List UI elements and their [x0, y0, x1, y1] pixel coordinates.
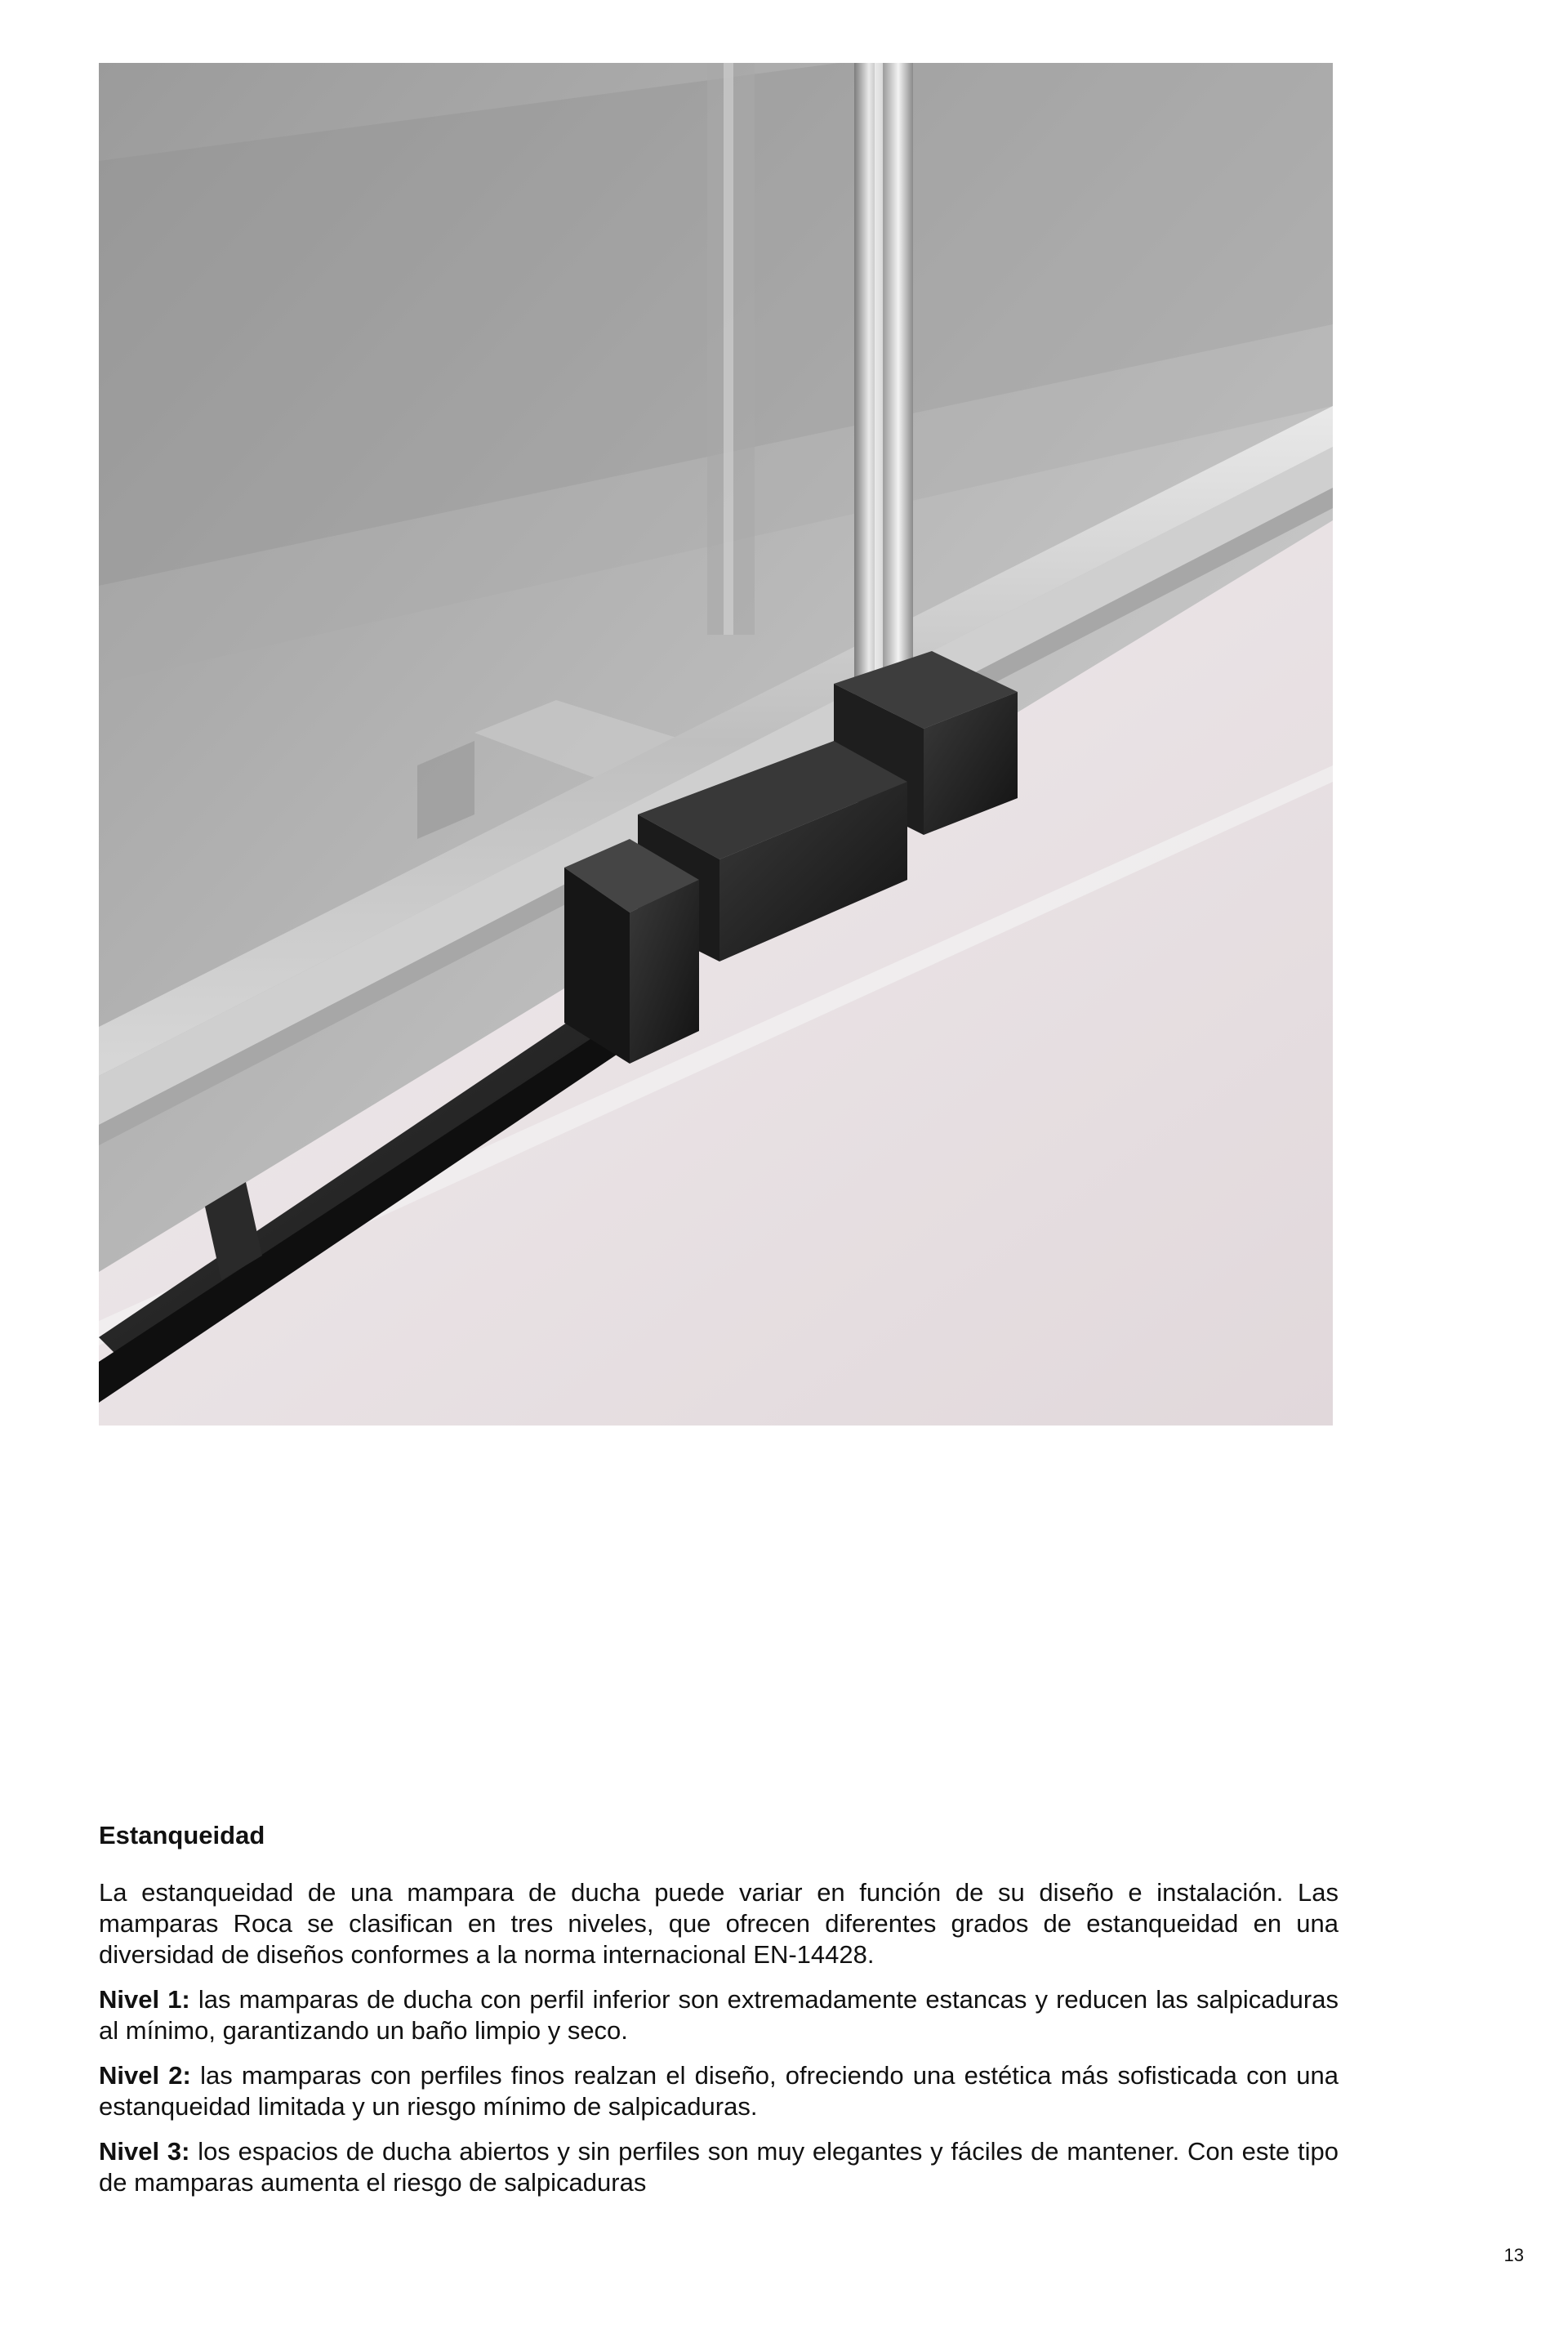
level-1-paragraph: [99, 1984, 1339, 2046]
intro-paragraph: La estanqueidad de una mampara de ducha puede variar en función de su diseño e instalación. Las mamparas Roca se clasifican en tres niveles, que ofrecen diferentes grados de estanqueidad en una diversidad de diseños conformes a la norma internacional EN-14428.: [99, 1878, 1339, 1969]
level-2-text: las mamparas con perfiles finos realzan el diseño, ofreciendo una estética más sofisticada con una estanqueidad limitada y un riesgo mínimo de salpicaduras.: [99, 2061, 1339, 2121]
level-3-label: Nivel 3:: [99, 2137, 190, 2166]
level-2-paragraph: [99, 2060, 1339, 2122]
level-3-paragraph: [99, 2136, 1339, 2198]
level-1-label: Nivel 1:: [99, 1985, 190, 2014]
page-number: 13: [1503, 2245, 1524, 2265]
level-3-text: los espacios de ducha abiertos y sin perfiles son muy elegantes y fáciles de mantener. Con este tipo de mamparas aumenta el riesgo de salpicaduras: [99, 2137, 1339, 2197]
section-heading: Estanqueidad: [99, 1821, 265, 1849]
text-block: [99, 1820, 1339, 2212]
level-2-label: Nivel 2:: [99, 2061, 191, 2090]
level-1-text: las mamparas de ducha con perfil inferior son extremadamente estancas y reducen las salpicaduras al mínimo, garantizando un baño limpio y seco.: [99, 1985, 1339, 2045]
shower-screen-photo: [99, 63, 1333, 1426]
shower-screen-illustration: [99, 63, 1333, 1426]
